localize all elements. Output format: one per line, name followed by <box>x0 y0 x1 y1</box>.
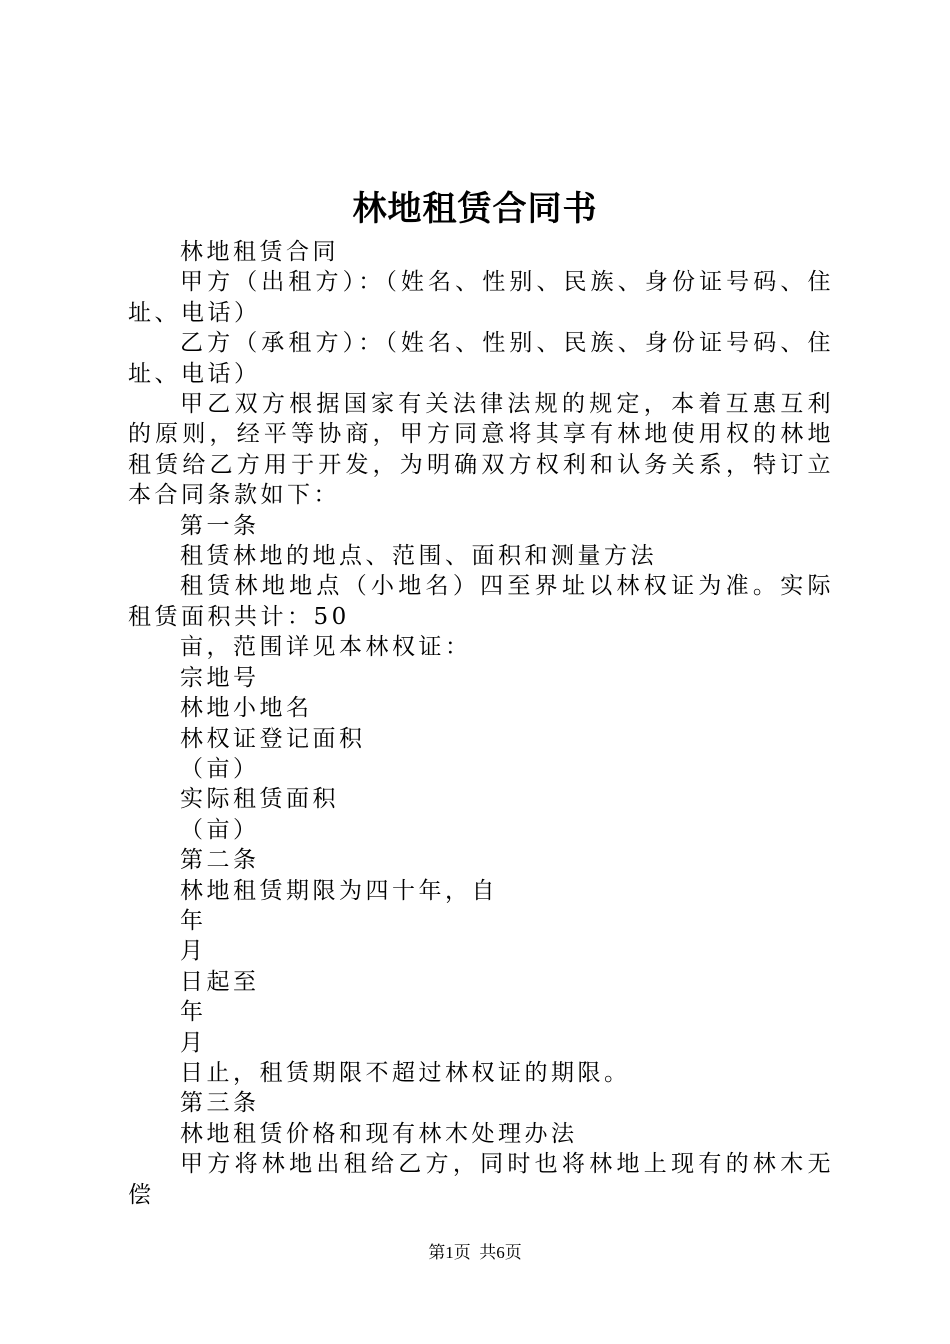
paragraph-day-from: 日起至 <box>180 968 260 995</box>
paragraph-month: 月 <box>180 938 207 965</box>
document-title: 林地租赁合同书 <box>352 189 598 229</box>
paragraph-forest-transfer: 甲方将林地出租给乙方，同时也将林地上现有的林木无偿 <box>128 1151 834 1208</box>
paragraph-actual-area: 实际租赁面积 <box>180 786 339 813</box>
paragraph-lease-location: 租赁林地地点（小地名）四至界址以林权证为准。实际租赁面积共计：50 <box>128 573 834 630</box>
paragraph-article-2: 第二条 <box>180 847 260 874</box>
paragraph-article-3-heading: 林地租赁价格和现有林木处理办法 <box>180 1120 578 1147</box>
paragraph-year: 年 <box>180 907 207 934</box>
paragraph-registered-area: 林权证登记面积 <box>180 725 366 752</box>
paragraph-month: 月 <box>180 1029 207 1056</box>
paragraph-lease-term: 林地租赁期限为四十年，自 <box>180 877 498 904</box>
paragraph-forest-place-name: 林地小地名 <box>180 695 313 722</box>
page-footer <box>0 1241 950 1265</box>
paragraph-article-1: 第一条 <box>180 512 260 539</box>
paragraph-unit-mu: （亩） <box>180 755 260 782</box>
page-number: 第1页 <box>428 1243 471 1262</box>
paragraph-party-a: 甲方（出租方）：（姓名、性别、民族、身份证号码、住址、电话） <box>128 269 834 326</box>
document-body <box>128 237 834 1210</box>
paragraph-contract-heading: 林地租赁合同 <box>180 239 339 265</box>
page-total: 共6页 <box>479 1243 522 1262</box>
paragraph-year: 年 <box>180 999 207 1026</box>
paragraph-article-1-heading: 租赁林地的地点、范围、面积和测量方法 <box>180 543 657 570</box>
paragraph-party-b: 乙方（承租方）：（姓名、性别、民族、身份证号码、住址、电话） <box>128 330 834 387</box>
paragraph-unit-mu: （亩） <box>180 816 260 843</box>
paragraph-article-3: 第三条 <box>180 1090 260 1117</box>
paragraph-parcel-number: 宗地号 <box>180 664 260 691</box>
paragraph-day-until: 日止，租赁期限不超过林权证的期限。 <box>180 1059 631 1086</box>
paragraph-lease-scope: 亩，范围详见本林权证： <box>180 634 472 661</box>
paragraph-preamble: 甲乙双方根据国家有关法律法规的规定，本着互惠互利的原则，经平等协商，甲方同意将其享有林地使用权的林地租赁给乙方用于开发，为明确双方权利和认务关系，特订立本合同条款如下： <box>128 391 834 509</box>
